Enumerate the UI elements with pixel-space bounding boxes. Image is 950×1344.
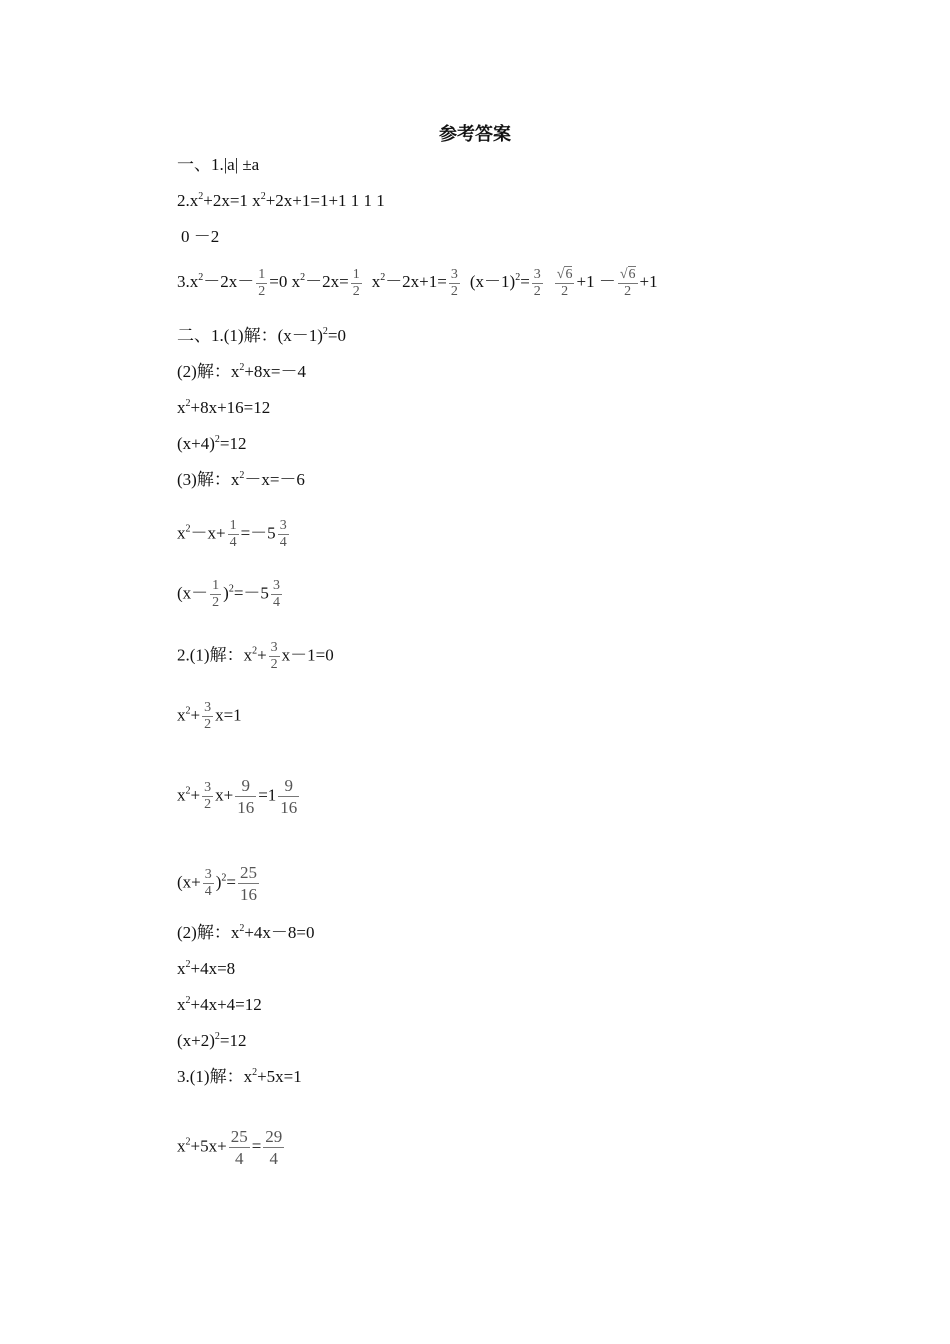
answer-2-1-2: (2)解：$x^2+8x=-4$ (177, 362, 307, 381)
answer-2-2-1-step: (x+ $\frac{3}{4}$ )$^2$= $\frac{25}{16}$ (177, 863, 258, 904)
answer-2-2-2-step: $(x+2)^2=12$ (177, 1031, 247, 1050)
answer-2-3-1-step: $x^2+5x+$ $\frac{25}{4}$ = $\frac{29}{4}$ (177, 1127, 283, 1168)
answer-2-2-2: (2)解：$x^2+4x-8=0$ (177, 923, 315, 942)
fraction: $\frac{1}{2}$ (258, 266, 266, 299)
answer-2-1-3-step: $x^2-x+$ $\frac{1}{4}$ =－5 $\frac{3}{4}$ (177, 518, 287, 550)
answer-2-1-2-step: $(x+4)^2=12$ (177, 434, 247, 453)
answer-1-3: $3.x^2-2x-$ $\frac{1}{2}$ =0 $x^2-2x=$ $\frac{1}{2}$ $x^2-2x+1=$ $\frac{3}{2}$ $(x-1)^2=$ $\frac{3}{2}$ $\frac{√6}{2}$ +1 － $\frac{√6}{2}$ +1 (177, 266, 658, 299)
fraction: $\frac{3}{2}$ (204, 780, 212, 812)
answer-2-2-2-step: $x^2+4x=8$ (177, 959, 236, 978)
fraction: $\frac{3}{4}$ (272, 578, 280, 610)
fraction: $\frac{9}{16}$ (280, 776, 298, 817)
fraction: $\frac{3}{4}$ (279, 518, 287, 550)
answer-2-1-3-step: (x－ $\frac{1}{2}$ )$^2$=－5 $\frac{3}{4}$ (177, 578, 280, 610)
answer-2-2-1-step: $x^2+$ $\frac{3}{2}$ x+ $\frac{9}{16}$ =1 $\frac{9}{16}$ (177, 776, 298, 817)
fraction: $\frac{3}{4}$ (204, 867, 212, 899)
fraction: $\frac{3}{2}$ (533, 266, 541, 299)
answer-1-2-cont: 0 －2 (181, 227, 220, 246)
fraction: $\frac{3}{2}$ (204, 700, 212, 732)
fraction: $\frac{25}{4}$ (230, 1127, 248, 1168)
page-title: 参考答案 (439, 124, 511, 144)
answer-2-3-1: 3.(1)解：$x^2+5x=1$ (177, 1067, 302, 1086)
answer-2-2-1-step: $x^2+$ $\frac{3}{2}$ x=1 (177, 700, 242, 732)
answer-2-1-2-step: $x^2+8x+16=12$ (177, 398, 271, 417)
answer-2-2-1: 2.(1)解：$x^2+$ $\frac{3}{2}$ x－1=0 (177, 640, 334, 672)
fraction: $\frac{3}{2}$ (450, 266, 458, 299)
answer-1-2: $2.x^2+2x=1$ $x^2+2x+1=1+1$ 1 1 1 (177, 191, 385, 210)
fraction: $\frac{25}{16}$ (240, 863, 258, 904)
sqrt-fraction: $\frac{√6}{2}$ (556, 267, 573, 299)
sqrt-fraction: $\frac{√6}{2}$ (619, 267, 636, 299)
fraction: $\frac{29}{4}$ (265, 1127, 283, 1168)
fraction: $\frac{9}{16}$ (237, 776, 255, 817)
fraction: $\frac{1}{2}$ (352, 266, 360, 299)
fraction: $\frac{1}{4}$ (229, 518, 237, 550)
fraction: $\frac{3}{2}$ (270, 640, 278, 672)
fraction: $\frac{1}{2}$ (212, 578, 220, 610)
answer-2-2-2-step: $x^2+4x+4=12$ (177, 995, 262, 1014)
answer-1-1: 一、1.|a| ±a (177, 155, 260, 174)
answer-2-1-1: 二、1.(1)解：$(x-1)^2=0$ (177, 326, 346, 345)
answer-2-1-3: (3)解：$x^2-x=-6$ (177, 470, 305, 489)
